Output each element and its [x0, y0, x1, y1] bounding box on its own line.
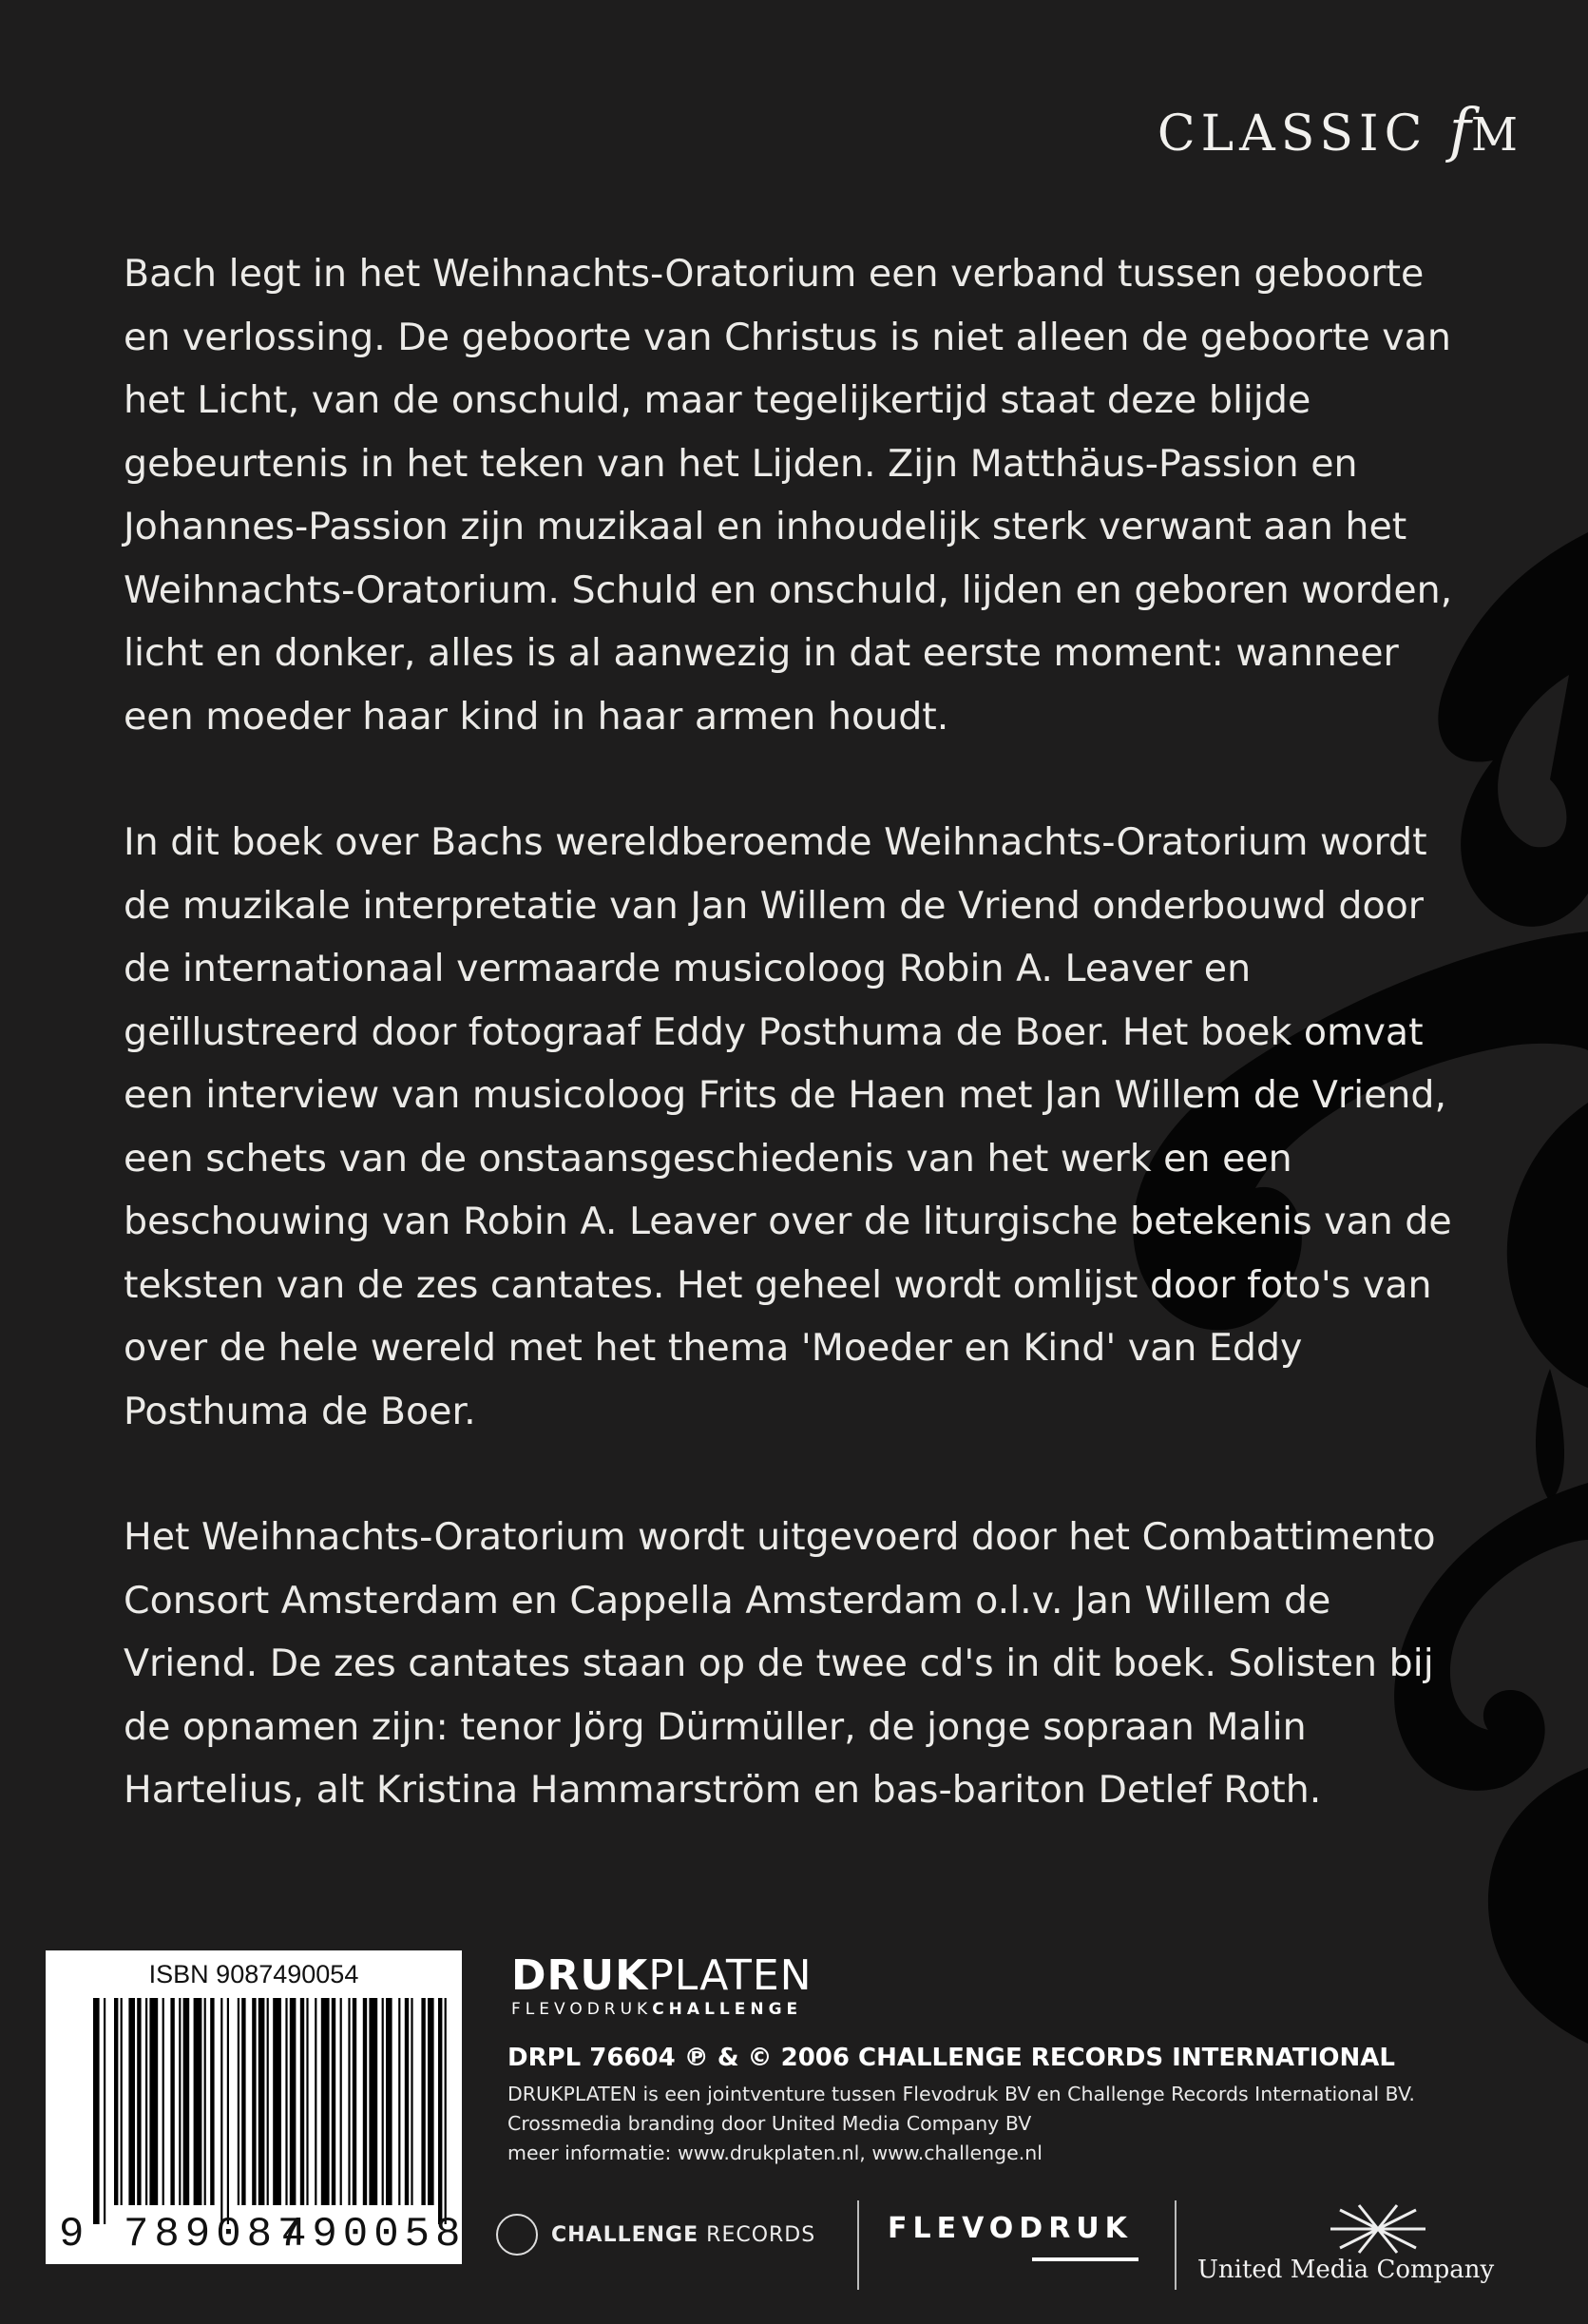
barcode-bar	[204, 1998, 206, 2205]
barcode-bar	[290, 1998, 297, 2205]
publisher-logos	[490, 2200, 1564, 2295]
barcode-bar	[348, 1998, 350, 2205]
brand-f: f	[1448, 95, 1471, 164]
barcode-bar	[321, 1998, 330, 2205]
barcode-bar	[210, 1998, 214, 2205]
umc-name: United Media Company	[1197, 2256, 1495, 2284]
drukplaten-sub-light: FLEVODRUK	[511, 2000, 653, 2019]
barcode-bar	[306, 1998, 308, 2205]
flevodruk-underline	[1032, 2257, 1138, 2261]
barcode-bar	[170, 1998, 174, 2205]
barcode-bar	[369, 1998, 377, 2205]
logo-divider	[857, 2200, 859, 2290]
barcode-bar	[428, 1998, 434, 2205]
barcode-bar	[137, 1998, 141, 2205]
barcode-bar	[145, 1998, 147, 2205]
drukplaten-logo	[511, 1951, 813, 2019]
ean-right-group: 490058	[281, 2211, 467, 2258]
barcode-bar	[220, 1998, 222, 2224]
flevodruk-logo: FLEVODRUK	[888, 2212, 1133, 2245]
paragraph-2: In dit boek over Bachs wereldberoemde Weihnachts-Oratorium wordt de muzikale interpretatie van Jan Willem de Vriend onderbouwd door de internationaal vermaarde musicoloog Robin A. Leaver en geïllustreerd door fotograaf Eddy Posthuma de Boer. Het boek omvat een interview van musicoloog Frits de Haen met Jan Willem de Vriend, een schets van de onstaansgeschiedenis van het werk en een beschouwing van Robin A. Leaver over de liturgische betekenis van de teksten van de zes cantates. Het geheel wordt omlijst door foto's van over de hele wereld met het thema 'Moeder en Kind' van Eddy Posthuma de Boer.	[124, 820, 1452, 1433]
barcode-bar	[258, 1998, 265, 2205]
drukplaten-light: PLATEN	[648, 1951, 813, 2000]
classic-fm-logo	[1158, 95, 1523, 164]
copyright-line: DRPL 76604 ℗ & © 2006 CHALLENGE RECORDS INTERNATIONAL	[507, 2044, 1395, 2072]
barcode-bar	[445, 1998, 447, 2224]
barcode-bar	[238, 1998, 239, 2205]
back-cover-text	[124, 242, 1473, 1885]
barcode-bar	[227, 1998, 229, 2224]
barcode-bar	[163, 1998, 164, 2205]
ean-first-digit: 9	[59, 2211, 85, 2258]
barcode-bar	[241, 1998, 245, 2205]
barcode-bar	[267, 1998, 269, 2205]
barcode-bar	[300, 1998, 304, 2205]
barcode-bar	[183, 1998, 190, 2205]
barcode-bar	[340, 1998, 342, 2205]
barcode-bar	[386, 1998, 392, 2205]
barcode-bar	[285, 1998, 287, 2205]
barcode-bar	[194, 1998, 202, 2205]
barcode-bar	[104, 1998, 105, 2224]
barcode-bar	[315, 1998, 316, 2205]
barcode-bar	[353, 1998, 356, 2205]
brand-m: M	[1470, 108, 1523, 162]
brand-classic: CLASSIC	[1157, 106, 1428, 163]
barcode-bar	[405, 1998, 409, 2205]
credits-block	[507, 2044, 1458, 2168]
barcode-bar	[363, 1998, 367, 2205]
barcode-bar	[421, 1998, 425, 2205]
barcode-bar	[252, 1998, 256, 2205]
challenge-light: RECORDS	[706, 2222, 816, 2247]
barcode-bar	[382, 1998, 384, 2205]
barcode-bar	[398, 1998, 400, 2205]
barcode-bar	[93, 1998, 100, 2224]
drukplaten-bold: DRUK	[511, 1951, 649, 2000]
barcode-panel	[46, 1950, 467, 2264]
ean-left-group: 789087	[124, 2211, 309, 2258]
barcode-bar	[121, 1998, 123, 2205]
isbn-label: ISBN 9087490054	[148, 1960, 359, 1988]
barcode-bar	[128, 1998, 135, 2205]
barcode-bar	[179, 1998, 181, 2205]
credits-line-3: meer informatie: www.drukplaten.nl, www.challenge.nl	[507, 2142, 1043, 2164]
credits-line-2: Crossmedia branding door United Media Company BV	[507, 2112, 1032, 2135]
barcode-bar	[114, 1998, 118, 2205]
barcode-bar	[273, 1998, 281, 2205]
paragraph-3: Het Weihnachts-Oratorium wordt uitgevoerd door het Combattimento Consort Amsterdam en Cappella Amsterdam o.l.v. Jan Willem de Vriend. De zes cantates staan op de twee cd's in dit boek. Solisten bij de opnamen zijn: tenor Jörg Dürmüller, de jonge sopraan Malin Hartelius, alt Kristina Hammarström en bas-bariton Detlef Roth.	[124, 1515, 1436, 1812]
barcode-bar	[438, 1998, 442, 2224]
drukplaten-sub-bold: CHALLENGE	[652, 2000, 803, 2019]
challenge-bold: CHALLENGE	[551, 2222, 699, 2247]
barcode-bar	[411, 1998, 412, 2205]
logo-divider	[1175, 2200, 1177, 2290]
barcode-bar	[332, 1998, 335, 2205]
credits-line-1: DRUKPLATEN is een jointventure tussen Flevodruk BV en Challenge Records International BV.	[507, 2083, 1415, 2105]
challenge-records-logo	[496, 2214, 815, 2256]
paragraph-1: Bach legt in het Weihnachts-Oratorium een verband tussen geboorte en verlossing. De geboorte van Christus is niet alleen de geboorte van het Licht, van de onschuld, maar tegelijkertijd staat deze blijde gebeurtenis in het teken van het Lijden. Zijn Matthäus-Passion en Johannes-Passion zijn muzikaal en inhoudelijk sterk verwant aan het Weihnachts-Oratorium. Schuld en onschuld, lijden en geboren worden, licht en donker, alles is al aanwezig in dat eerste moment: wanneer een moeder haar kind in haar armen houdt.	[124, 252, 1453, 739]
challenge-circle-icon	[496, 2214, 538, 2256]
barcode-bar	[149, 1998, 158, 2205]
